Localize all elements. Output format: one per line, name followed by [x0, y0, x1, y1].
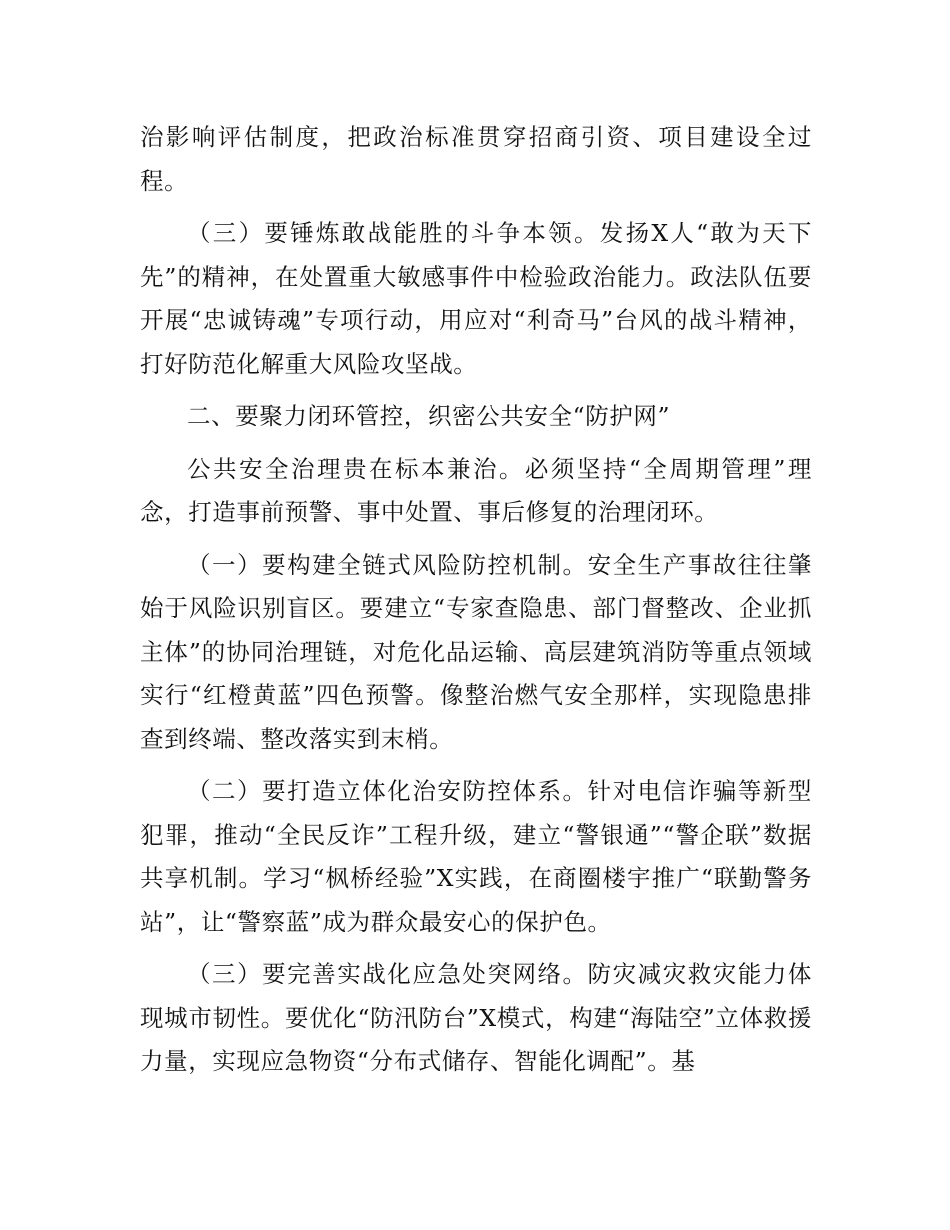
- paragraph-6: （二）要打造立体化治安防控体系。针对电信诈骗等新型犯罪，推动“全民反诈”工程升级，建立“警银通”“警企联”数据共享机制。学习“枫桥经验”X实践，在商圈楼宇推广“联勤警务站”，让“警察蓝”成为群众最安心的保护色。: [140, 777, 812, 936]
- paragraph-4: 公共安全治理贵在标本兼治。必须坚持“全周期管理”理念，打造事前预警、事中处置、事后修复的治理闭环。: [140, 454, 812, 526]
- paragraph-7: （三）要完善实战化应急处突网络。防灾减灾救灾能力体现城市韧性。要优化“防汛防台”X模式，构建“海陆空”立体救援力量，实现应急物资“分布式储存、智能化调配”。基: [140, 960, 812, 1075]
- paragraph-5: （一）要构建全链式风险防控机制。安全生产事故往往肇始于风险识别盲区。要建立“专家查隐患、部门督整改、企业抓主体”的协同治理链，对危化品运输、高层建筑消防等重点领域实行“红橙黄蓝”四色预警。像整治燃气安全那样，实现隐患排查到终端、整改落实到末梢。: [140, 550, 812, 753]
- paragraph-1: 治影响评估制度，把政治标准贯穿招商引资、项目建设全过程。: [140, 123, 812, 195]
- document-body: [140, 116, 812, 1093]
- section-heading-2: 二、要聚力闭环管控，织密公共安全“防护网”: [187, 402, 671, 430]
- paragraph-2: （三）要锤炼敢战能胜的斗争本领。发扬X人“敢为天下先”的精神，在处置重大敏感事件中检验政治能力。政法队伍要开展“忠诚铸魂”专项行动，用应对“利奇马”台风的战斗精神，打好防范化解重大风险攻坚战。: [140, 219, 812, 378]
